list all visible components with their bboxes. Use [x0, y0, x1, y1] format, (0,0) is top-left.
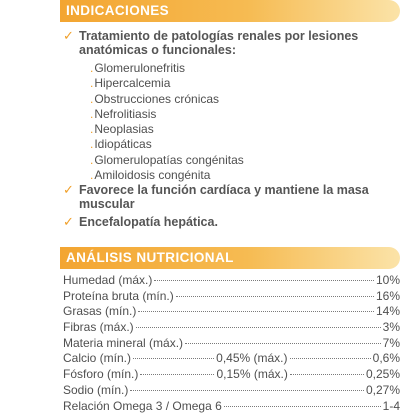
- analisis-header-text: ANÁLISIS NUTRICIONAL: [66, 250, 234, 265]
- sub-item: [79, 92, 408, 107]
- dot-leader: [140, 374, 214, 375]
- nutrient-value: 14%: [375, 304, 400, 319]
- nutrient-value: 3%: [382, 320, 400, 335]
- nutrient-label: Proteína bruta (mín.): [63, 288, 174, 303]
- nutrient-label: Humedad (máx.): [63, 273, 153, 287]
- sub-item-label: Nefrolitiasis: [94, 106, 157, 121]
- nutrient-value: 0,27%: [365, 382, 400, 397]
- sub-item: [79, 153, 408, 168]
- nutrient-min-max: 0,45% (máx.): [216, 351, 288, 366]
- nutrition-row-sodio: [63, 383, 400, 399]
- nutrient-label: Calcio (mín.): [63, 351, 132, 366]
- nutrient-value: 1-4: [382, 398, 400, 413]
- indicacion-item-cardiaca: [63, 183, 408, 211]
- check-icon: ✓: [63, 28, 74, 43]
- nutrient-label: Fósforo (mín.): [63, 367, 139, 382]
- dot-leader: [224, 406, 381, 407]
- indicacion-text: Favorece la función cardíaca y mantiene la masa: [79, 183, 369, 198]
- nutrition-row-calcio: [63, 351, 400, 367]
- nutrition-row-fosforo: [63, 367, 400, 383]
- sub-item: [79, 122, 408, 137]
- bullet-icon: .: [90, 152, 94, 167]
- indicacion-text: Tratamiento de patologías renales por lesiones: [79, 29, 359, 43]
- nutrition-row-humedad: [63, 273, 400, 289]
- nutrition-row-proteina: [63, 289, 400, 305]
- indicacion-text: muscular: [79, 197, 135, 212]
- bullet-icon: .: [90, 76, 94, 91]
- sub-item-label: Obstrucciones crónicas: [94, 91, 220, 106]
- dot-leader: [154, 280, 374, 281]
- indicaciones-header: [60, 0, 400, 22]
- check-icon: ✓: [63, 214, 74, 230]
- nutrition-row-omega: [63, 399, 400, 415]
- nutrient-value: 10%: [375, 273, 400, 287]
- sub-item-label: Neoplasias: [94, 122, 154, 137]
- sub-item: [79, 61, 408, 76]
- nutrient-value: 7%: [382, 335, 400, 350]
- sub-item-label: Hipercalcemia: [94, 76, 171, 91]
- nutrient-value: 0,6%: [372, 351, 401, 366]
- indicaciones-header-text: INDICACIONES: [66, 3, 170, 18]
- nutrition-table: [63, 273, 400, 414]
- indicacion-item-renal: [63, 29, 408, 183]
- indicacion-item-hepatica: [63, 215, 408, 229]
- sub-item-label: Amiloidosis congénita: [94, 168, 211, 183]
- nutrient-label: Sodio (mín.): [63, 382, 129, 397]
- dot-leader: [138, 311, 374, 312]
- dot-leader: [136, 327, 381, 328]
- nutrient-value: 16%: [375, 288, 400, 303]
- bullet-icon: .: [90, 61, 94, 75]
- dot-leader: [176, 296, 374, 297]
- sub-item: [79, 168, 408, 183]
- indicacion-text: Encefalopatía hepática.: [79, 215, 218, 230]
- indicaciones-list: [63, 26, 408, 229]
- sub-item-label: Glomerulonefritis: [94, 61, 186, 75]
- nutrient-min-max: 0,15% (máx.): [216, 367, 288, 382]
- analisis-header: [60, 247, 400, 269]
- bullet-icon: .: [90, 106, 94, 121]
- dot-leader: [290, 374, 364, 375]
- nutrition-row-materia-mineral: [63, 336, 400, 352]
- sub-item-label: Idiopáticas: [94, 137, 152, 152]
- sub-item: [79, 76, 408, 91]
- sub-item: [79, 107, 408, 122]
- bullet-icon: .: [90, 122, 94, 137]
- nutrient-label: Fibras (máx.): [63, 320, 134, 335]
- sub-list: [79, 61, 408, 183]
- nutrition-row-fibras: [63, 320, 400, 336]
- nutrient-label: Grasas (mín.): [63, 304, 137, 319]
- dot-leader: [185, 343, 381, 344]
- bullet-icon: .: [90, 91, 94, 106]
- bullet-icon: .: [90, 137, 94, 152]
- nutrient-label: Relación Omega 3 / Omega 6: [63, 398, 222, 413]
- sub-item-label: Glomerulopatías congénitas: [94, 152, 244, 167]
- nutrition-row-grasas: [63, 304, 400, 320]
- indicacion-text: anatómicas o funcionales:: [79, 43, 236, 57]
- check-icon: ✓: [63, 182, 74, 198]
- nutrient-value: 0,25%: [365, 367, 400, 382]
- nutrient-label: Materia mineral (máx.): [63, 335, 184, 350]
- dot-leader: [290, 358, 371, 359]
- dot-leader: [130, 390, 364, 391]
- dot-leader: [133, 358, 214, 359]
- bullet-icon: .: [90, 168, 94, 183]
- sub-item: [79, 137, 408, 152]
